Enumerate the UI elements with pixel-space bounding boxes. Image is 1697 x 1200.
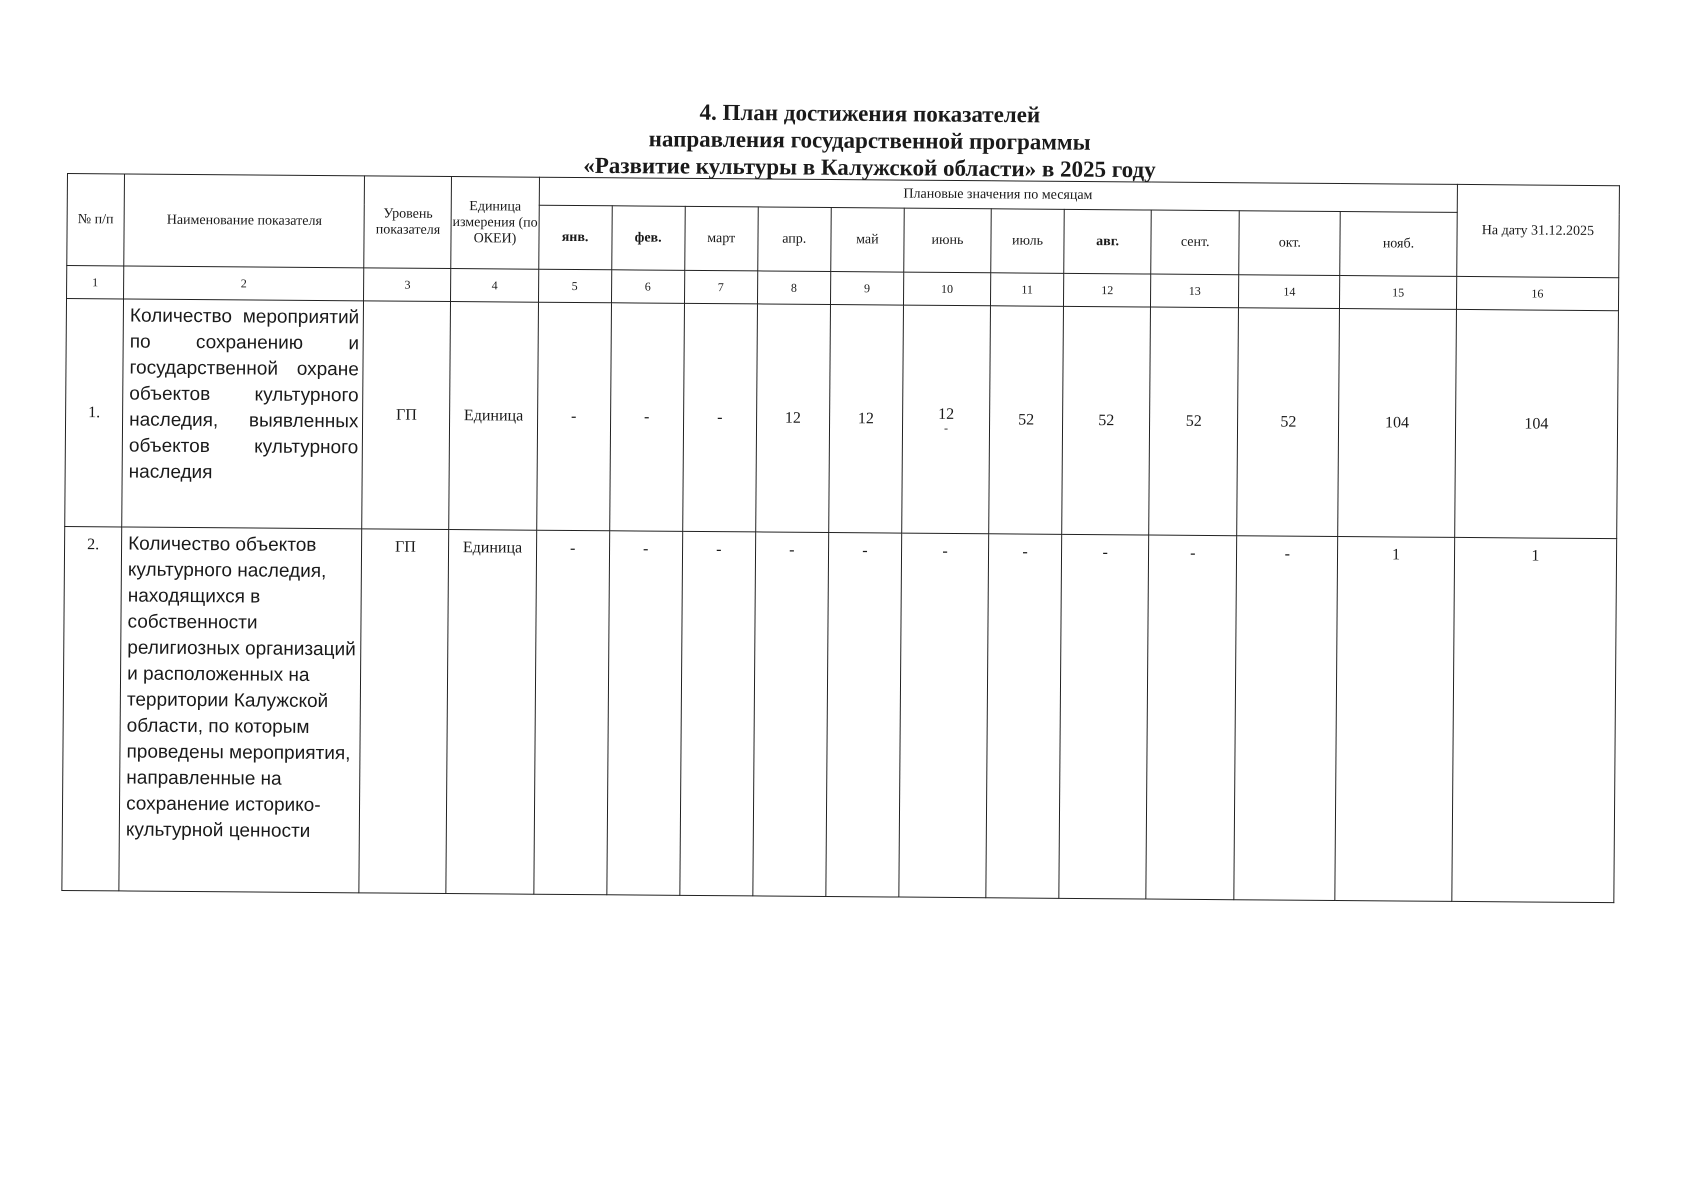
header-level: Уровень показателя	[364, 176, 452, 269]
month-value-oct: -	[1234, 536, 1338, 901]
month-value-oct: 52	[1237, 308, 1340, 537]
month-feb: фев.	[611, 206, 685, 271]
column-number: 1	[67, 266, 124, 299]
month-value-jul: -	[986, 534, 1062, 899]
month-value-aug: 52	[1062, 306, 1151, 535]
month-value-jan: -	[536, 302, 611, 531]
row-number: 1.	[65, 299, 124, 527]
month-value-sep: 52	[1149, 307, 1239, 536]
month-value-sep: -	[1146, 535, 1237, 900]
month-oct: окт.	[1239, 211, 1341, 276]
month-value-apr: 12	[755, 304, 830, 533]
column-number: 15	[1340, 276, 1457, 310]
month-apr: апр.	[758, 207, 832, 272]
indicators-table-wrapper	[61, 173, 1620, 903]
column-number: 7	[684, 270, 757, 304]
column-number: 6	[611, 270, 684, 304]
month-may: май	[831, 208, 905, 273]
column-number: 11	[991, 273, 1064, 307]
month-value-apr: -	[753, 532, 829, 897]
column-number: 10	[903, 272, 990, 306]
header-planned: Плановые значения по месяцам	[539, 177, 1457, 212]
month-sep: сент.	[1151, 210, 1240, 275]
month-value-nov: 1	[1335, 536, 1454, 901]
table-row	[65, 299, 1619, 539]
column-number: 8	[757, 271, 830, 305]
date-value: 104	[1454, 309, 1618, 538]
column-number: 4	[451, 269, 538, 303]
month-value-jan: -	[533, 530, 609, 895]
header-num: № п/п	[67, 174, 125, 266]
column-number: 2	[124, 266, 365, 301]
month-jan: янв.	[538, 205, 612, 270]
indicator-level: ГП	[362, 301, 451, 530]
document-title	[419, 96, 1320, 184]
month-value-feb: -	[606, 531, 682, 896]
column-number: 13	[1151, 274, 1239, 308]
row-number: 2.	[62, 526, 122, 890]
header-unit: Единица измерения (по ОКЕИ)	[451, 177, 539, 270]
column-number: 9	[830, 272, 903, 306]
month-aug: авг.	[1064, 209, 1152, 274]
month-value-jun: -	[899, 533, 989, 898]
title-line-3: «Развитие культуры в Калужской области» в 2025 году	[583, 152, 1156, 183]
title-line-1: 4. План достижения показателей	[699, 99, 1041, 128]
month-value-jun-number: 12	[938, 405, 955, 423]
month-jul: июль	[991, 209, 1065, 274]
table-row	[62, 526, 1617, 902]
month-value-jul: 52	[989, 306, 1064, 535]
month-value-nov: 104	[1338, 309, 1456, 538]
month-mar: март	[684, 206, 758, 271]
month-value-mar: -	[682, 303, 757, 532]
month-jun: июнь	[904, 208, 992, 273]
indicator-level: ГП	[359, 529, 449, 894]
indicator-unit: Единица	[449, 302, 538, 531]
month-value-feb: -	[609, 303, 684, 532]
indicator-name: Количество мероприятий по сохранению и государственной охране объектов культурного наследия, выявленных объектов культурного наследия	[122, 299, 364, 529]
month-value-may: -	[826, 532, 902, 897]
title-line-2: направления государственной программы	[648, 126, 1091, 155]
column-number: 16	[1456, 276, 1619, 310]
month-value-mar: -	[680, 531, 756, 896]
date-value: 1	[1451, 537, 1616, 902]
header-date: На дату 31.12.2025	[1456, 184, 1619, 277]
month-nov: нояб.	[1340, 212, 1457, 277]
header-name: Наименование показателя	[124, 174, 365, 268]
column-number: 5	[538, 269, 611, 303]
indicator-name: Количество объектов культурного наследия, находящихся в собственности религиозных организаций и расположенных на территории Калужской области, по которым проведены мероприятия, направленные на сохранение историко-культурной ценности	[119, 527, 362, 893]
indicator-unit: Единица	[446, 530, 536, 895]
month-value-jun-note: -	[943, 420, 949, 435]
column-number: 12	[1064, 273, 1151, 307]
indicators-table	[61, 173, 1620, 903]
month-value-aug: -	[1059, 534, 1149, 899]
month-value-jun	[902, 305, 991, 534]
month-value-may: 12	[829, 304, 904, 533]
column-number: 14	[1239, 275, 1340, 309]
column-number: 3	[364, 268, 451, 302]
